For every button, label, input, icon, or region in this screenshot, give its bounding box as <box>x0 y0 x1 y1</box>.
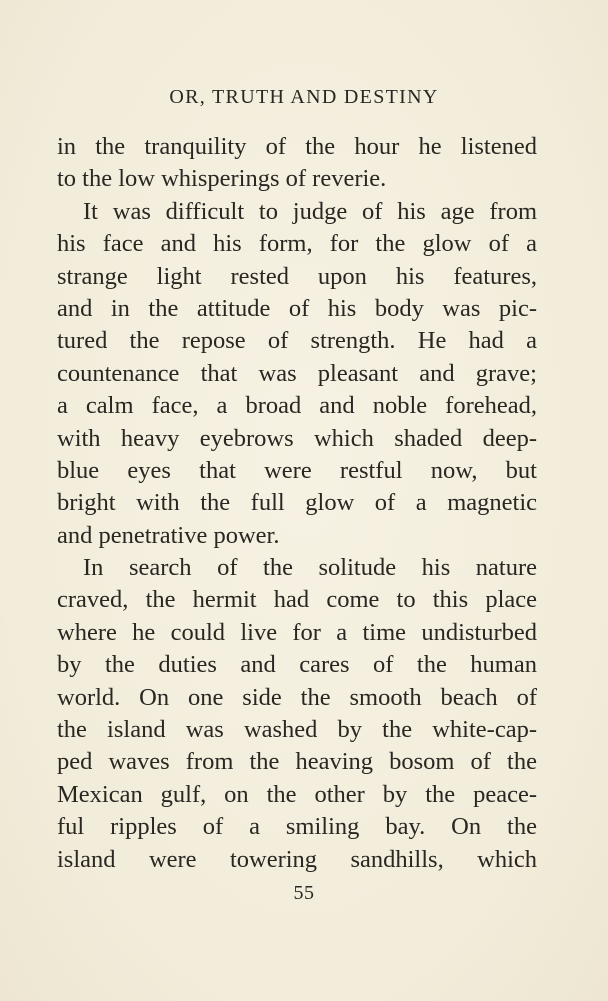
text-line: with heavy eyebrows which shaded deep- <box>57 424 537 452</box>
text-line: blue eyes that were restful now, but <box>57 456 537 484</box>
running-head: OR, TRUTH AND DESTINY <box>169 86 439 108</box>
text-line: island were towering sandhills, which <box>57 845 537 873</box>
text-line: Mexican gulf, on the other by the peace- <box>57 780 537 808</box>
text-line: where he could live for a time undisturbed <box>57 618 537 646</box>
text-line: strange light rested upon his features, <box>57 262 537 290</box>
text-line: to the low whisperings of reverie. <box>57 165 387 193</box>
text-line: In search of the solitude his nature <box>83 554 537 582</box>
page-number: 55 <box>293 882 315 904</box>
body-text <box>57 131 537 876</box>
text-line: It was difficult to judge of his age from <box>83 197 537 225</box>
text-line: a calm face, a broad and noble forehead, <box>57 392 537 420</box>
text-line: by the duties and cares of the human <box>57 651 537 679</box>
text-line: countenance that was pleasant and grave; <box>57 359 537 387</box>
text-line: bright with the full glow of a magnetic <box>57 489 537 517</box>
text-line: tured the repose of strength. He had a <box>57 327 537 355</box>
text-line: world. On one side the smooth beach of <box>57 683 537 711</box>
text-line: and penetrative power. <box>57 521 280 549</box>
text-line: in the tranquility of the hour he listened <box>57 133 537 160</box>
text-line: the island was washed by the white-cap- <box>57 716 537 744</box>
text-line: ful ripples of a smiling bay. On the <box>57 813 537 841</box>
text-line: his face and his form, for the glow of a <box>57 230 537 258</box>
text-line: ped waves from the heaving bosom of the <box>57 748 537 776</box>
text-line: craved, the hermit had come to this place <box>57 586 537 614</box>
text-line: and in the attitude of his body was pic- <box>57 294 537 322</box>
